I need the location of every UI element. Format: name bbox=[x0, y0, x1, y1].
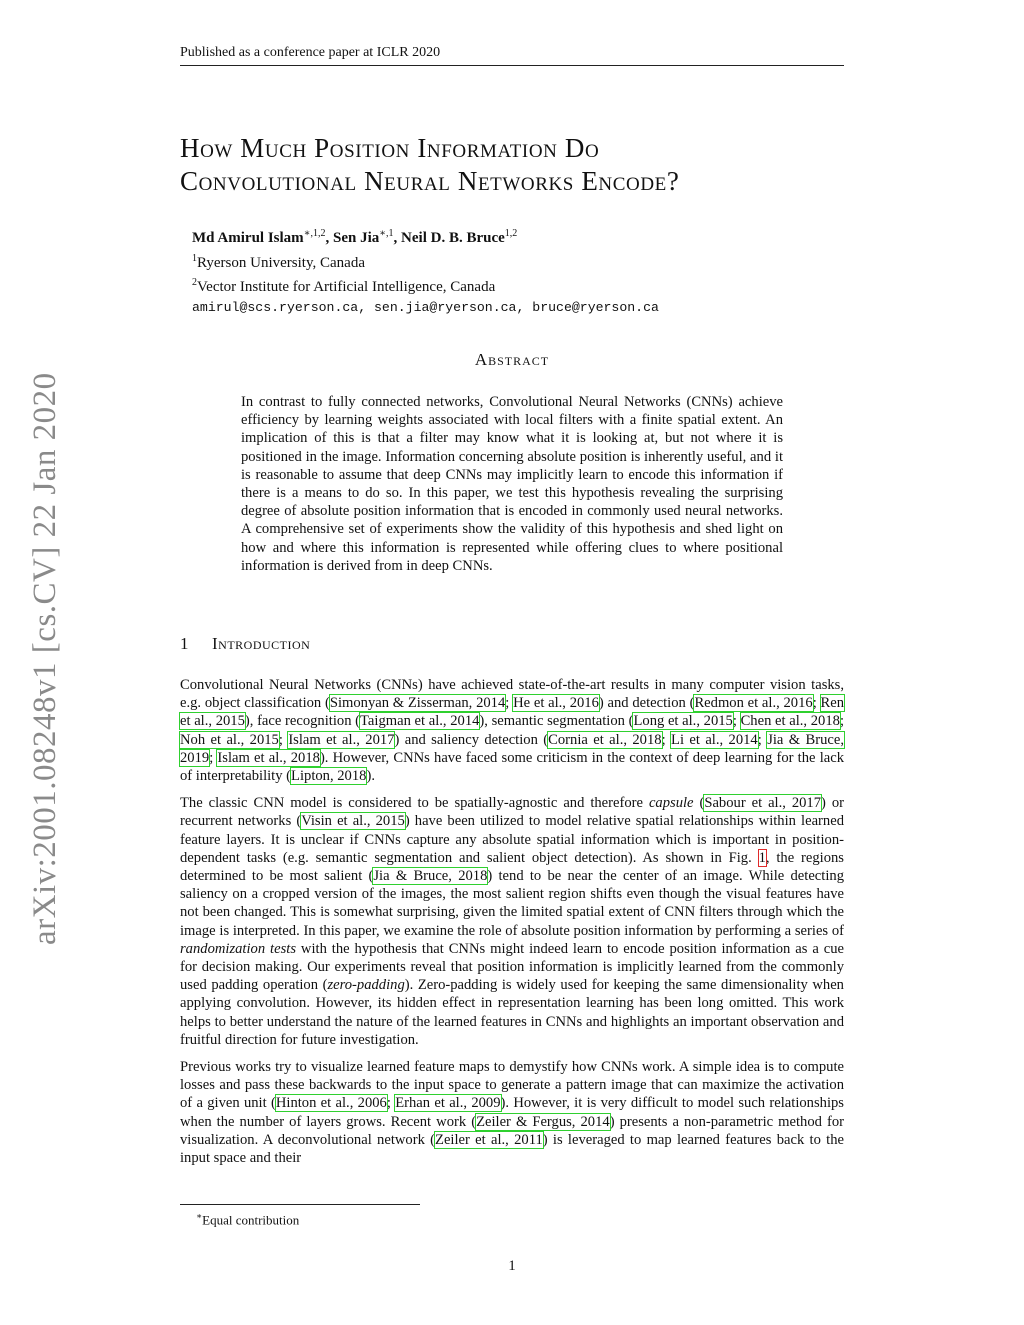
citation-link[interactable]: Islam et al., 2017 bbox=[288, 731, 395, 748]
citation-link[interactable]: Chen et al., 2018 bbox=[740, 713, 840, 730]
affiliation-1-mark: 1 bbox=[192, 252, 197, 264]
paper-title bbox=[180, 132, 844, 198]
author-1-affiliation-mark: ∗,1,2 bbox=[303, 228, 326, 239]
paragraph-1: Convolutional Neural Networks (CNNs) have achieved state-of-the-art results in many computer vision tasks, e.g. object classification (Simonyan & Zisserman, 2014; He et al., 2016) and detection (Redmon et al., 2016; Ren et al., 2015), face recognition (Taigman et al., 2014), semantic segmentation (Long et al., 2015; Chen et al., 2018; Noh et al., 2015; Islam et al., 2017) and saliency detection (Cornia et al., 2018; Li et al., 2014; Jia & Bruce, 2019; Islam et al., 2018). However, CNNs have faced some criticism in the context of deep learning for the lack of interpretability (Lipton, 2018). bbox=[180, 677, 845, 785]
abstract-heading: Abstract bbox=[474, 350, 550, 369]
footnote-text: Equal contribution bbox=[202, 1212, 300, 1228]
affiliation-2 bbox=[192, 273, 844, 298]
affiliation-2-mark: 2 bbox=[192, 277, 197, 288]
running-header: Published as a conference paper at ICLR 2020 bbox=[180, 44, 844, 66]
citation-link[interactable]: Ren et al., 2015 bbox=[180, 695, 845, 730]
abstract-text: In contrast to fully connected networks, Convolutional Neural Networks (CNNs) achieve efficiency by learning weights associated with local filters with a finite spatial extent. An implication of this is that a filter may know what it is looking at, but not where it is positioned in the image. Information concerning absolute position is inherently useful, and it is reasonable to assume that deep CNNs may implicitly learn to encode this information if there is a means to do so. In this paper, we test this hypothesis revealing the surprising degree of absolute position information that is encoded in commonly used neural networks. A comprehensive set of experiments show the validity of this hypothesis and shed light on how and where this information is represented while offering clues to where positional information is derived from in deep CNNs. bbox=[241, 394, 783, 574]
author-2: , Sen Jia bbox=[325, 230, 380, 246]
author-emails[interactable]: amirul@scs.ryerson.ca, sen.jia@ryerson.ca, bruce@ryerson.ca bbox=[192, 299, 659, 315]
arxiv-identifier-text: arXiv:2001.08248v1 [cs.CV] 22 Jan 2020 bbox=[27, 372, 63, 945]
citation-link[interactable]: Noh et al., 2015 bbox=[180, 731, 279, 748]
title-line-2: Convolutional Neural Networks Encode? bbox=[180, 166, 680, 196]
section-number: 1 bbox=[180, 634, 189, 653]
affiliation-1-text: Ryerson University, Canada bbox=[197, 254, 365, 271]
citation-link[interactable]: Taigman et al., 2014 bbox=[360, 713, 480, 730]
citation-link[interactable]: Simonyan & Zisserman, 2014 bbox=[329, 695, 506, 712]
affiliation-1 bbox=[192, 249, 844, 274]
citation-link[interactable]: Cornia et al., 2018 bbox=[548, 731, 662, 748]
figure-reference-link[interactable]: 1 bbox=[758, 849, 766, 866]
paragraph-3: Previous works try to visualize learned feature maps to demystify how CNNs work. A simple idea is to compute losses and pass these backwards to the input space to generate a pattern image that can maximize the activation of a given unit (Hinton et al., 2006; Erhan et al., 2009). However, it is very difficult to model such relationships when the number of layers grows. Recent work (Zeiler & Fergus, 2014) presents a non-parametric method for visualization. A deconvolutional network (Zeiler et al., 2011) is leveraged to map learned features back to the input space and their bbox=[180, 1059, 844, 1167]
section-title: Introduction bbox=[212, 634, 311, 653]
citation-link[interactable]: Jia & Bruce, 2018 bbox=[373, 868, 488, 885]
citation-link[interactable]: Erhan et al., 2009 bbox=[395, 1095, 501, 1112]
citation-link[interactable]: He et al., 2016 bbox=[513, 695, 599, 712]
author-2-affiliation-mark: ∗,1 bbox=[379, 228, 394, 239]
citation-link[interactable]: Lipton, 2018 bbox=[291, 768, 367, 785]
paragraph-2: The classic CNN model is considered to be spatially-agnostic and therefore capsule (Sabour et al., 2017) or recurrent networks (Visin et al., 2015) have been utilized to model relative spatial relationships within learned feature layers. It is unclear if CNNs capture any absolute spatial information which is important in position-dependent tasks (e.g. semantic segmentation and salient object detection). As shown in Fig. 1, the regions determined to be most salient (Jia & Bruce, 2018) tend to be near the center of an image. While detecting saliency on a cropped version of the images, the most salient region shifts even though the visual features have not been changed. This is somewhat surprising, given the limited spatial extent of CNN filters through which the image is interpreted. In this paper, we examine the role of absolute position information by performing a series of randomization tests with the hypothesis that CNNs might indeed learn to encode position information as a cue for decision making. Our experiments reveal that position information is implicitly learned from the commonly used padding operation (zero-padding). Zero-padding is widely used for keeping the same dimensionality when applying convolution. However, its hidden effect in representation learning has been long omitted. This work helps to better understand the nature of the learned features in CNNs and highlights an important observation and fruitful direction for future investigation. bbox=[180, 795, 845, 1048]
citation-link[interactable]: Jia & Bruce, 2019 bbox=[180, 731, 845, 766]
author-names bbox=[192, 224, 844, 249]
footnote-mark: ∗ bbox=[196, 1211, 203, 1221]
citation-link[interactable]: Visin et al., 2015 bbox=[301, 813, 405, 830]
title-line-1: How Much Position Information Do bbox=[180, 133, 600, 163]
citation-link[interactable]: Long et al., 2015 bbox=[633, 713, 733, 730]
author-3: , Neil D. B. Bruce bbox=[393, 230, 505, 246]
section-heading-introduction bbox=[180, 634, 844, 654]
citation-link[interactable]: Zeiler et al., 2011 bbox=[435, 1131, 543, 1148]
introduction-body bbox=[180, 676, 844, 1176]
citation-link[interactable]: Islam et al., 2018 bbox=[217, 749, 320, 766]
citation-link[interactable]: Redmon et al., 2016 bbox=[694, 695, 813, 712]
footnote-divider bbox=[180, 1204, 420, 1205]
citation-link[interactable]: Hinton et al., 2006 bbox=[275, 1095, 387, 1112]
citation-link[interactable]: Sabour et al., 2017 bbox=[704, 795, 822, 812]
author-3-affiliation-mark: 1,2 bbox=[504, 228, 518, 239]
citation-link[interactable]: Zeiler & Fergus, 2014 bbox=[476, 1113, 610, 1130]
author-1: Md Amirul Islam bbox=[192, 230, 304, 246]
citation-link[interactable]: Li et al., 2014 bbox=[671, 731, 758, 748]
affiliation-2-text: Vector Institute for Artificial Intelligence, Canada bbox=[197, 279, 496, 295]
footnote bbox=[196, 1208, 299, 1228]
page-number: 1 bbox=[508, 1258, 516, 1274]
author-block bbox=[192, 224, 844, 317]
